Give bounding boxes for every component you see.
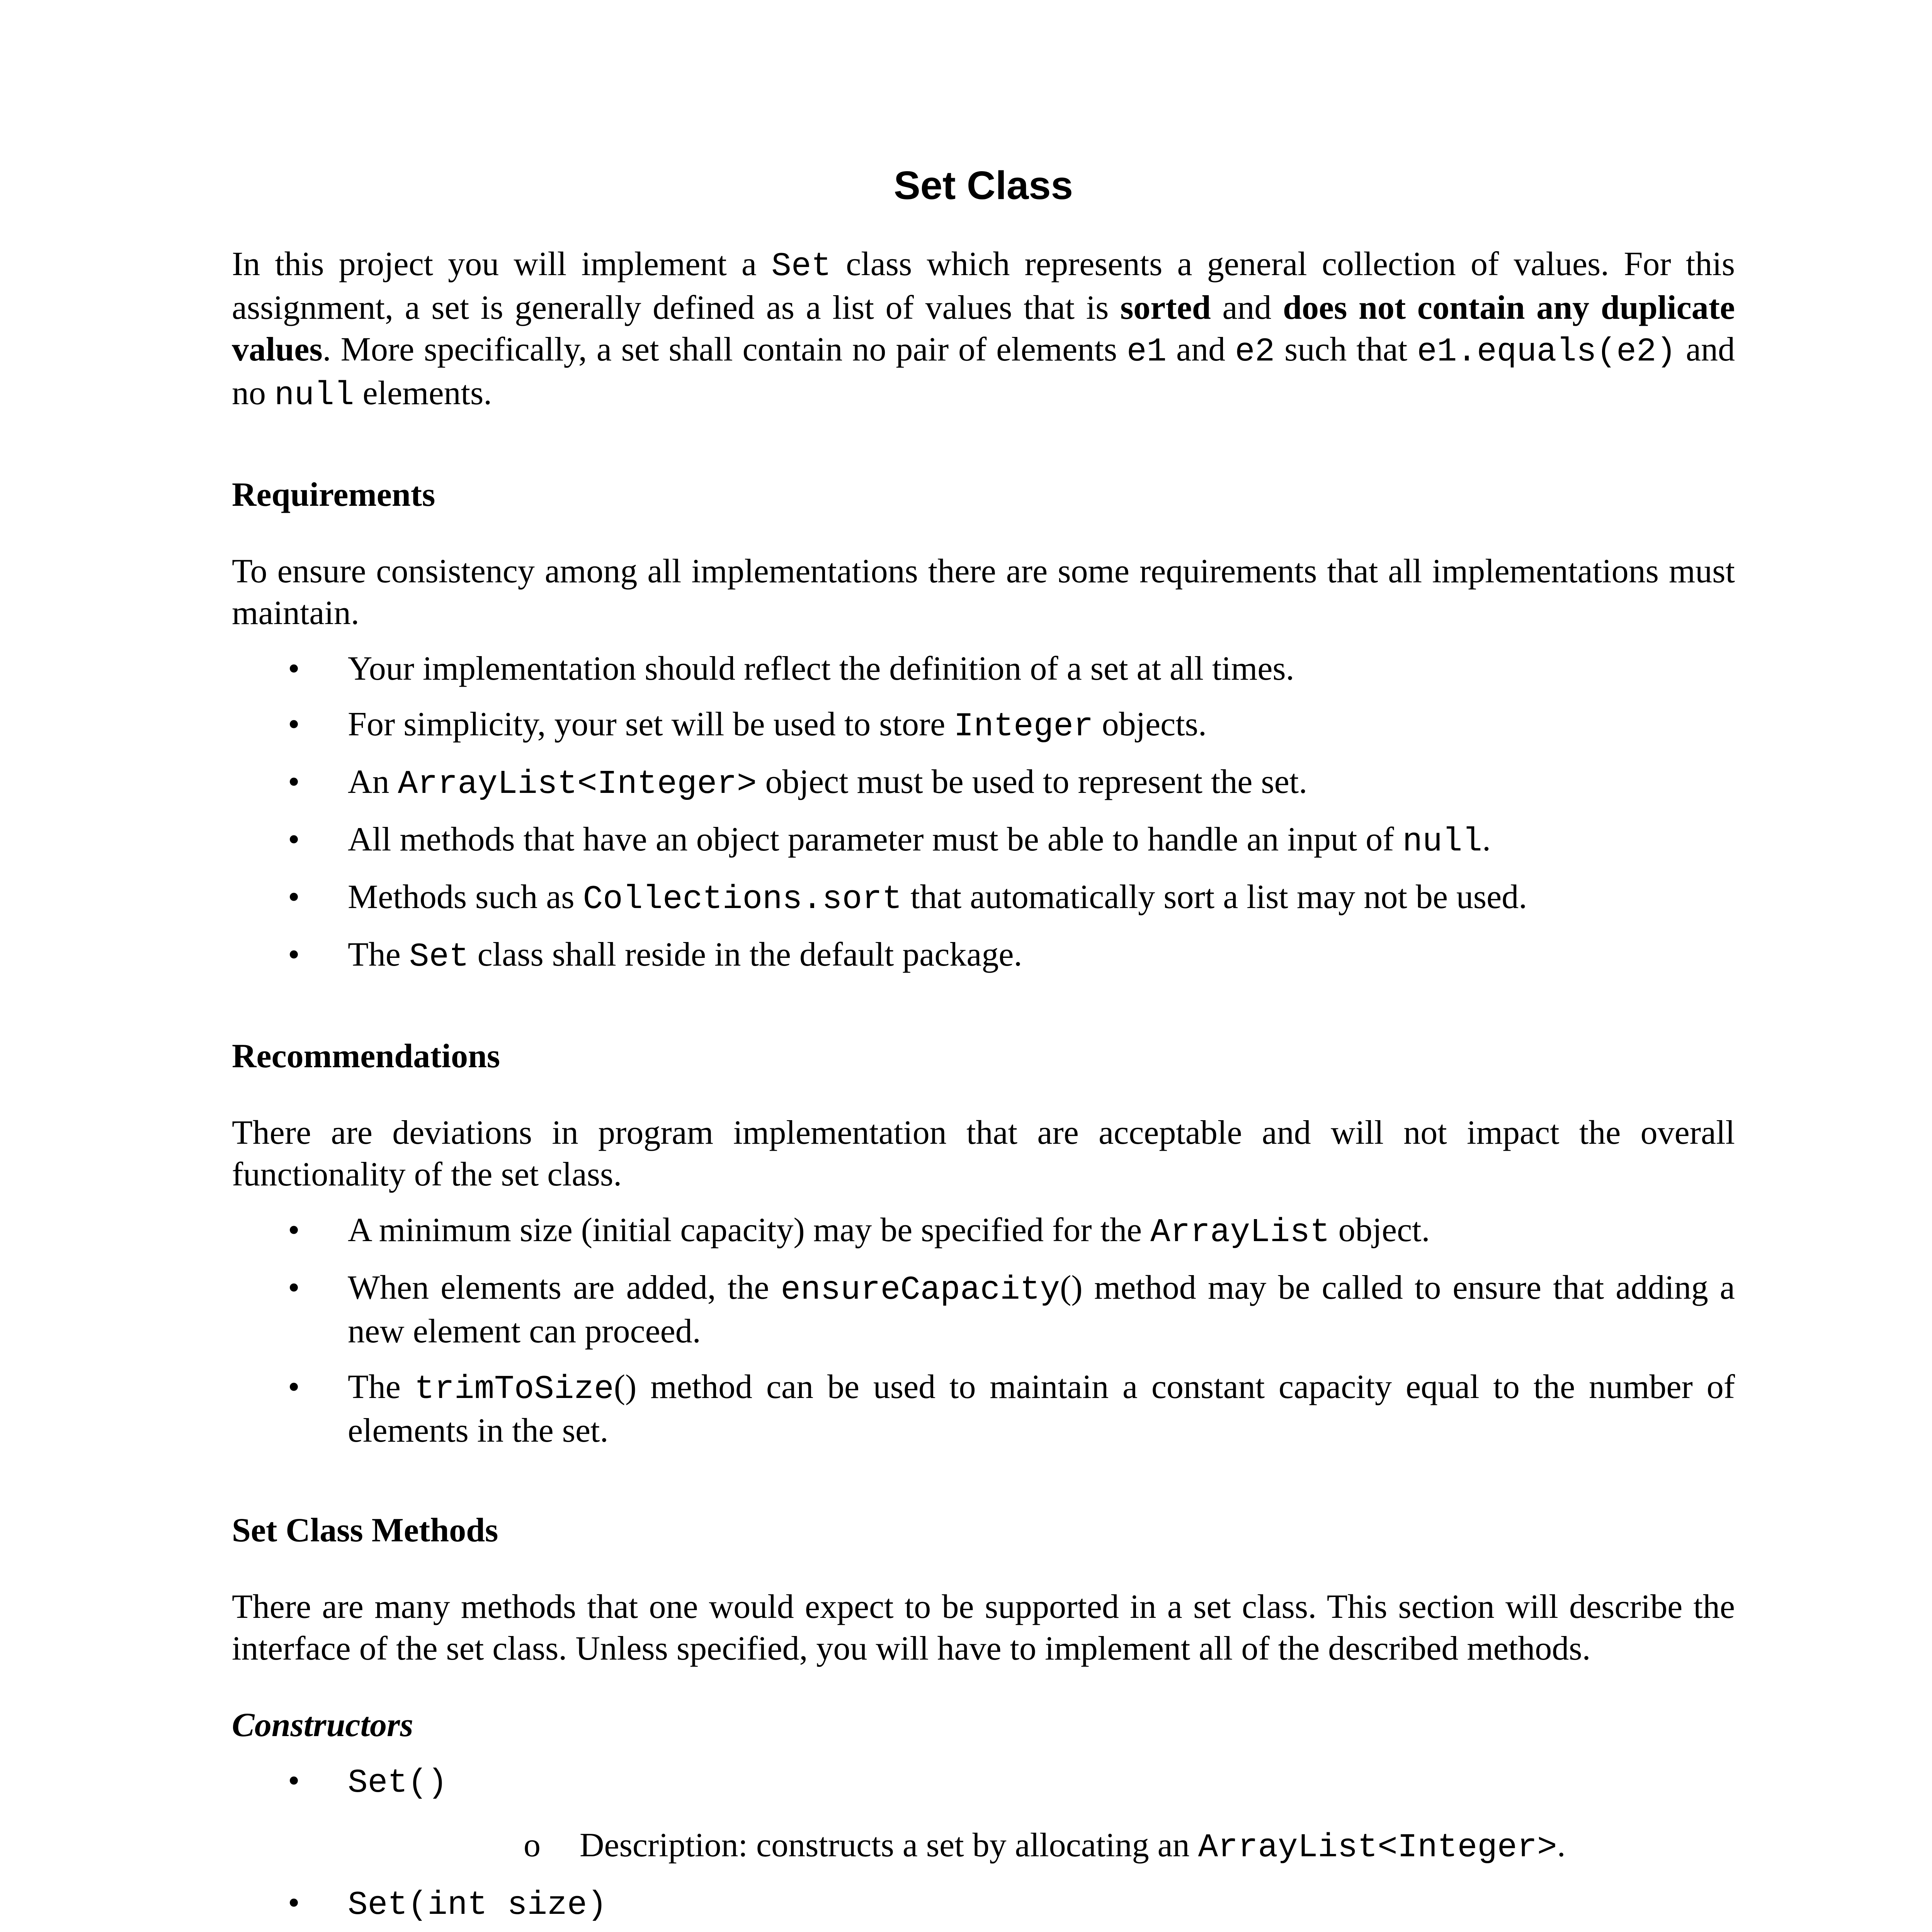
code-e1: e1 <box>1126 333 1167 371</box>
code-e2: e2 <box>1235 333 1275 371</box>
constructors-heading: Constructors <box>232 1706 413 1744</box>
list-item: • Your implementation should reflect the definition of a set at all times. <box>232 648 1735 690</box>
code-null: null <box>274 376 354 414</box>
list-item: • Methods such as Collections.sort that automatically sort a list may not be used. <box>232 876 1735 920</box>
list-item: • When elements are added, the ensureCapacity() method may be called to ensure that adding a new element can proceed. <box>232 1267 1735 1352</box>
constructor-signature: Set(int size) <box>348 1886 607 1924</box>
bold-sorted: sorted <box>1120 289 1211 327</box>
page-title: Set Class <box>894 163 1073 207</box>
constructor-signature: Set() <box>348 1764 448 1802</box>
constructor-item <box>232 1882 1735 1932</box>
bold-no-duplicates: does not contain any duplicate values <box>232 289 1735 368</box>
methods-heading: Set Class Methods <box>232 1512 498 1549</box>
recommendations-heading: Recommendations <box>232 1037 500 1075</box>
requirements-heading: Requirements <box>232 476 435 514</box>
intro-paragraph: In this project you will implement a Set class which represents a general collection of values. For this assignment, a set is generally defined as a list of values that is sorted and does not contain any duplicate values. More specifically, a set shall contain no pair of elements e1 and e2 such that e1.equals(e2) and no null elements. <box>232 245 1735 414</box>
recommendations-paragraph: There are deviations in program implementation that are acceptable and will not impact the overall functionality of the set class. <box>232 1114 1735 1193</box>
requirements-paragraph: To ensure consistency among all implementations there are some requirements that all implementations must maintain. <box>232 553 1735 632</box>
list-item: • The trimToSize() method can be used to maintain a constant capacity equal to the number of elements in the set. <box>232 1366 1735 1452</box>
methods-paragraph: There are many methods that one would expect to be supported in a set class. This section will describe the interface of the set class. Unless specified, you will have to implement all of the described methods. <box>232 1588 1735 1667</box>
constructors-list <box>232 1760 1735 1932</box>
list-item: • All methods that have an object parameter must be able to handle an input of null. <box>232 819 1735 862</box>
constructor-detail: o Description: constructs a set by allocating an ArrayList<Integer>. <box>348 1825 1735 1868</box>
code-equals: e1.equals(e2) <box>1417 333 1677 371</box>
recommendations-list <box>232 1209 1735 1452</box>
list-item: • A minimum size (initial capacity) may be specified for the ArrayList object. <box>232 1209 1735 1253</box>
requirements-list <box>232 648 1735 978</box>
list-item: • For simplicity, your set will be used to store Integer objects. <box>232 704 1735 747</box>
code-set: Set <box>771 247 832 285</box>
document-body <box>232 162 1735 1932</box>
list-item: • The Set class shall reside in the default package. <box>232 934 1735 978</box>
list-item: • An ArrayList<Integer> object must be used to represent the set. <box>232 761 1735 805</box>
constructor-item <box>232 1760 1735 1868</box>
